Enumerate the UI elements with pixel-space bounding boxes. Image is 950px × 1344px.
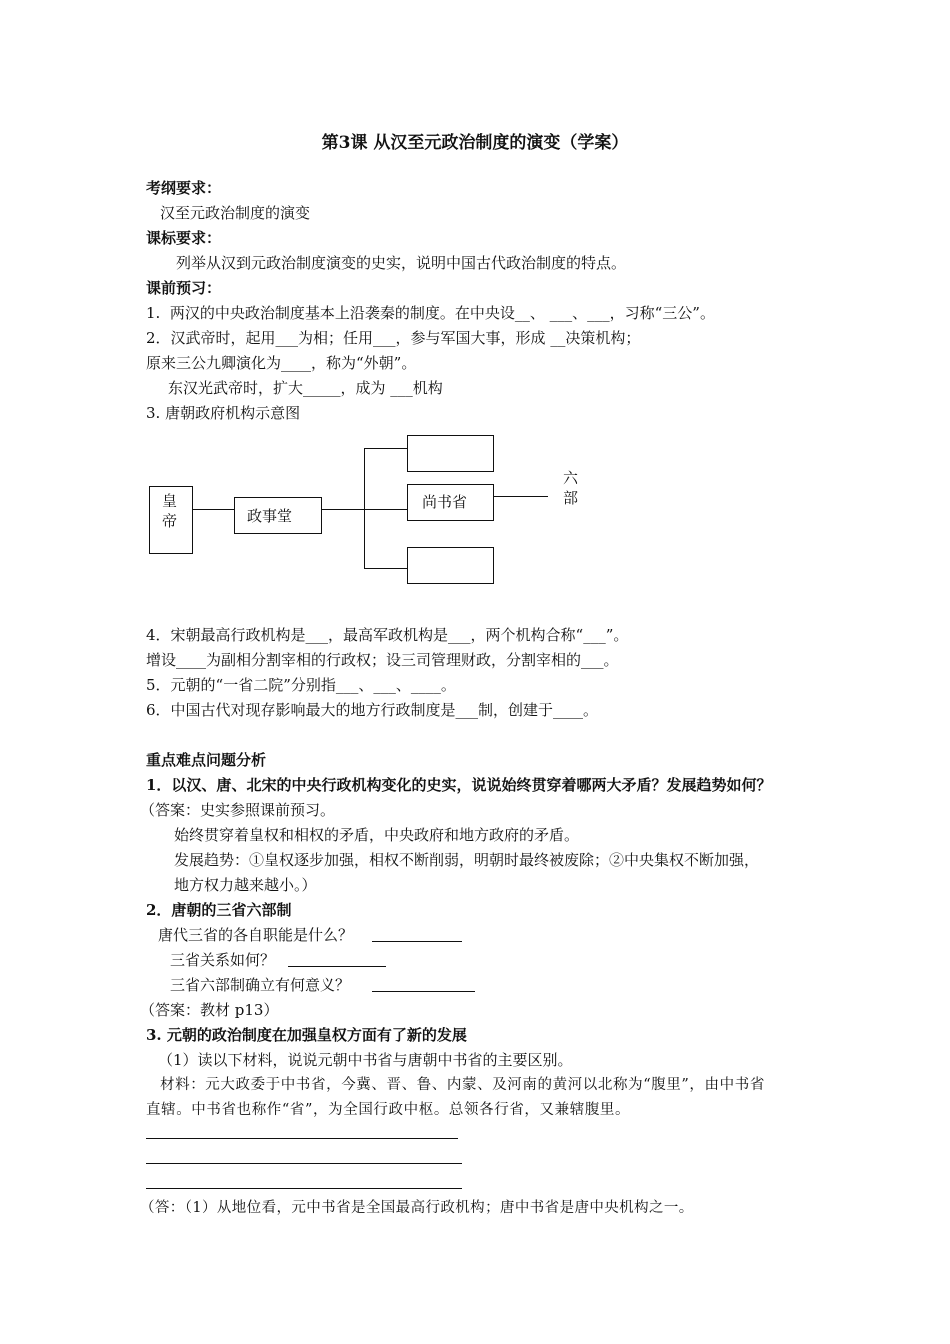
- analysis-heading: 重点难点问题分析: [146, 751, 267, 769]
- syllabus-heading: 考纲要求：: [146, 179, 222, 197]
- connector-line: [494, 496, 548, 497]
- preview-line: 6．中国古代对现存影响最大的地方行政制度是___制，创建于____。: [146, 701, 599, 719]
- question-3: 3. 元朝的政治制度在加强皇权方面有了新的发展: [146, 1026, 467, 1044]
- connector-line: [364, 509, 408, 510]
- preview-line: 2．汉武帝时，起用___为相；任用___，参与军国大事，形成 __决策机构；: [146, 329, 641, 347]
- question-2-prompt: 三省六部制确立有何意义？: [170, 976, 351, 994]
- preview-line: 5．元朝的“一省二院”分别指___、___、____。: [146, 676, 456, 694]
- blank-box-bottom: [407, 547, 494, 584]
- connector-line: [193, 509, 235, 510]
- emperor-box: [149, 486, 193, 554]
- answer-blank: [372, 941, 462, 942]
- answer-blank: [146, 1138, 458, 1139]
- council-label: 政事堂: [247, 507, 293, 525]
- question-2: 2．唐朝的三省六部制: [146, 901, 292, 919]
- answer-blank: [288, 966, 386, 967]
- connector-line: [364, 568, 408, 569]
- preview-line: 1. 两汉的中央政治制度基本上沿袭秦的制度。在中央设__、 ___、___，习称“三公”。: [146, 304, 715, 322]
- blank-box-top: [407, 435, 494, 472]
- preview-line: 4．宋朝最高行政机构是___，最高军政机构是___，两个机构合称“___”。: [146, 626, 629, 644]
- answer-line: 发展趋势：①皇权逐步加强，相权不断削弱，明朝时最终被废除；②中央集权不断加强，: [174, 851, 760, 869]
- answer-line: 始终贯穿着皇权和相权的矛盾，中央政府和地方政府的矛盾。: [174, 826, 580, 844]
- council-box: [234, 497, 322, 534]
- preview-line: 增设____为副相分割宰相的行政权；设三司管理财政，分割宰相的___。: [146, 651, 619, 669]
- page-title: 第3课 从汉至元政治制度的演变（学案）: [321, 133, 629, 153]
- material-line: 直辖。中书省也称作“省”，为全国行政中枢。总领各行省，又兼辖腹里。: [146, 1102, 631, 1118]
- curriculum-heading: 课标要求：: [146, 229, 222, 247]
- question-3-sub: （1）读以下材料，说说元朝中书省与唐朝中书省的主要区别。: [158, 1051, 573, 1069]
- material-line: 材料：元大政委于中书省，今冀、晋、鲁、内蒙、及河南的黄河以北称为“腹里”，由中书省: [160, 1077, 765, 1093]
- syllabus-text: 汉至元政治制度的演变: [160, 204, 311, 222]
- connector-line: [364, 448, 408, 449]
- answer-line: （答：（1）从地位看，元中书省是全国最高行政机构；唐中书省是唐中央机构之一。: [140, 1200, 694, 1216]
- question-2-prompt: 唐代三省的各自职能是什么？: [158, 926, 354, 944]
- answer-line: （答案：教材 p13）: [140, 1001, 279, 1019]
- preview-line: 原来三公九卿演化为____，称为“外朝”。: [146, 354, 417, 372]
- shangshu-label: 尚书省: [422, 493, 468, 511]
- preview-line: 东汉光武帝时，扩大_____，成为 ___机构: [168, 379, 443, 397]
- connector-line: [322, 509, 364, 510]
- answer-line: （答案：史实参照课前预习。: [140, 801, 336, 819]
- answer-blank: [146, 1188, 462, 1189]
- shangshu-box: [407, 484, 494, 521]
- question-2-prompt: 三省关系如何？: [170, 951, 276, 969]
- emperor-label: 皇 帝: [162, 492, 178, 530]
- answer-blank: [146, 1163, 462, 1164]
- preview-line: 3. 唐朝政府机构示意图: [146, 404, 301, 422]
- preview-heading: 课前预习：: [146, 279, 222, 297]
- six-ministries-label: 六 部: [563, 469, 579, 507]
- question-1: 1．以汉、唐、北宋的中央行政机构变化的史实，说说始终贯穿着哪两大矛盾？发展趋势如何？: [146, 776, 772, 794]
- answer-blank: [372, 991, 475, 992]
- curriculum-text: 列举从汉到元政治制度演变的史实，说明中国古代政治制度的特点。: [176, 254, 627, 272]
- answer-line: 地方权力越来越小。）: [174, 876, 317, 894]
